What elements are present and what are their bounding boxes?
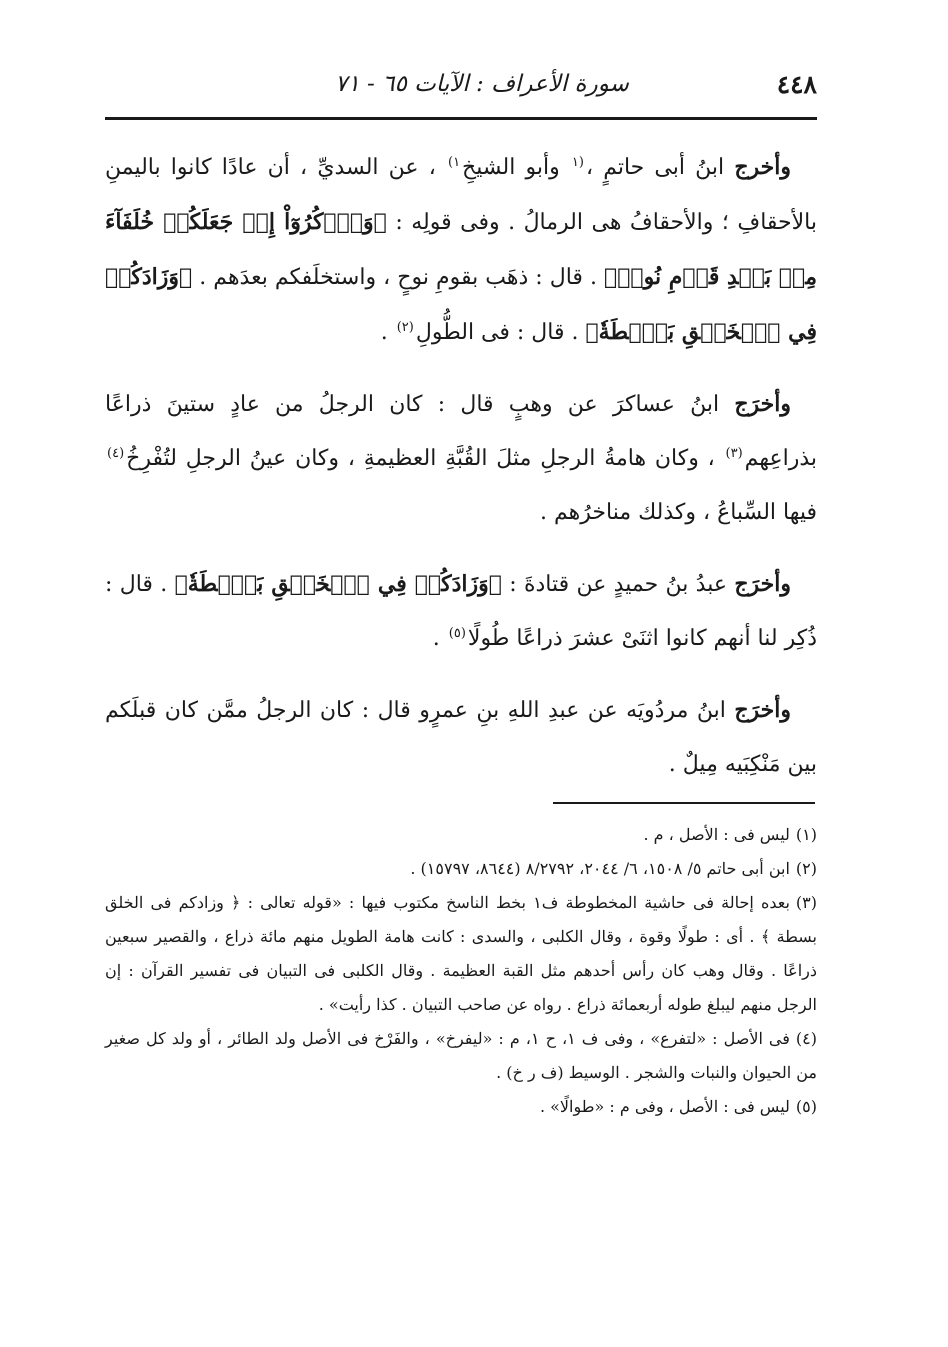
quran-verse: ﴿وَزَادَكُمۡ فِي ٱلۡخَلۡقِ بَصۜۡطَةٗ﴾	[174, 571, 502, 597]
footnote	[105, 818, 817, 852]
paragraph-text: ابنُ مردُويَه عن عبدِ اللهِ بنِ عمرٍو قال : كان الرجلُ ممَّن كان قبلَكم بين مَنْكِبَيه مِيلٌ .	[105, 698, 817, 777]
footnote	[105, 1090, 817, 1124]
footnote-text: ليس فى : الأصل ، وفى م : «طوالًا» .	[539, 1097, 790, 1116]
footnote-number: (١)	[795, 825, 817, 844]
footnote-text: فى الأصل : «لتفرع» ، وفى ف ١، ح ١، م : «ليفرخ» ، والفَرْخ فى الأصل ولد الطائر ، أو ولد كل صغير من الحيوان والنبات والشجر . الوسيط (ف ر خ) .	[105, 1029, 817, 1082]
paragraph-text: عبدُ بنُ حميدٍ عن قتادةَ :	[501, 572, 735, 597]
footnote-number: (٢)	[795, 859, 817, 878]
paragraph-text: ابنُ أبى حاتمٍ ،	[585, 155, 735, 180]
paragraph-text: ابنُ عساكرَ عن وهبٍ قال : كان الرجلُ من عادٍ ستينَ ذراعًا بذراعِهم	[105, 392, 817, 471]
footnote-ref: (٢)	[396, 319, 414, 335]
paragraph	[105, 140, 817, 360]
header-rule	[105, 117, 817, 120]
footnote-ref: (٤)	[107, 445, 125, 461]
quran-verse: ﴿وَزَادَكُمۡ فِي ٱلۡخَلۡقِ بَصۜۡطَةٗ﴾	[105, 264, 817, 345]
page-number: ٤٤٨	[776, 69, 817, 99]
page-header	[105, 62, 817, 106]
quran-verse: ﴿وَٱذۡكُرُوٓاْ إِذۡ جَعَلَكُمۡ خُلَفَآءَ مِنۢ بَعۡدِ قَوۡمِ نُوحٖ﴾	[105, 209, 817, 290]
paragraph-lead: وأخرَج	[734, 391, 791, 417]
paragraph-text: .	[380, 320, 395, 345]
footnotes	[105, 818, 817, 1124]
paragraph-lead: وأخرج	[734, 154, 791, 180]
paragraph-text: ، وكان هامةُ الرجلِ مثلَ القُبَّةِ العظيمةِ ، وكان عينُ الرجلِ لتُفْرِخُ	[126, 446, 724, 471]
paragraph-text: . قال : ذُكِر لنا أنهم كانوا اثنَىْ عشرَ ذراعًا طُولًا	[105, 572, 817, 651]
footnote	[105, 852, 817, 886]
footnote-text: ليس فى : الأصل ، م .	[643, 825, 790, 844]
main-text	[105, 140, 817, 809]
footnote	[105, 886, 817, 1022]
footnote-ref: ١)	[447, 154, 461, 170]
footnote-number: (٣)	[795, 893, 817, 912]
paragraph-text: وأبو الشيخِ	[462, 155, 570, 180]
running-title: سورة الأعراف : الآيات ٦٥ - ٧١	[335, 71, 629, 97]
paragraph	[105, 683, 817, 792]
paragraph-text: فيها السِّباعُ ، وكذلك مناخرُهم .	[540, 500, 817, 525]
paragraph-text: . قال : ذهَب بقومِ نوحٍ ، واستخلَفكم بعدَهم .	[192, 265, 604, 290]
paragraph-lead: وأخرَج	[734, 571, 791, 597]
paragraph-lead: وأخرَج	[734, 697, 791, 723]
footnote	[105, 1022, 817, 1090]
footnote-text: ابن أبى حاتم ٥/ ١٥٠٨، ٦/ ٢٠٤٤، ٨/٢٧٩٢ (٨٦٤٤، ١٥٧٩٧) .	[410, 859, 790, 878]
paragraph-text: .	[432, 626, 447, 651]
footnote-number: (٥)	[795, 1097, 817, 1116]
footnote-rule	[553, 802, 815, 804]
paragraph	[105, 377, 817, 540]
footnote-ref: (٥)	[448, 625, 466, 641]
footnote-ref: (٣)	[725, 445, 743, 461]
paragraph	[105, 557, 817, 666]
paragraph-text: . قال : فى الطُّولِ	[415, 320, 586, 345]
footnote-ref: (١	[571, 154, 584, 170]
footnote-number: (٤)	[795, 1029, 818, 1048]
footnote-text: بعده إحالة فى حاشية المخطوطة ف١ بخط الناسخ مكتوب فيها : «قوله تعالى : ﴿ وزادكم فى الخلق بسطة ﴾ . أى : طولًا وقوة ، وقال الكلبى ، والسدى : كانت هامة الطويل منهم مائة ذراع ، والقصير سبعين ذراعًا . وقال وهب كان رأس أحدهم مثل القبة العظيمة . وقال الكلبى فى التبيان فى تفسير القرآن : إن الرجل منهم ليبلغ طوله أربعمائة ذراع . رواه عن صاحب التبيان . كذا رأيت» .	[105, 893, 818, 1014]
paragraph-text: ، عن السديِّ ، أن عادًا كانوا باليمنِ بالأحقافِ ؛ والأحقافُ هى الرمالُ . وفى قولِه :	[105, 155, 817, 235]
